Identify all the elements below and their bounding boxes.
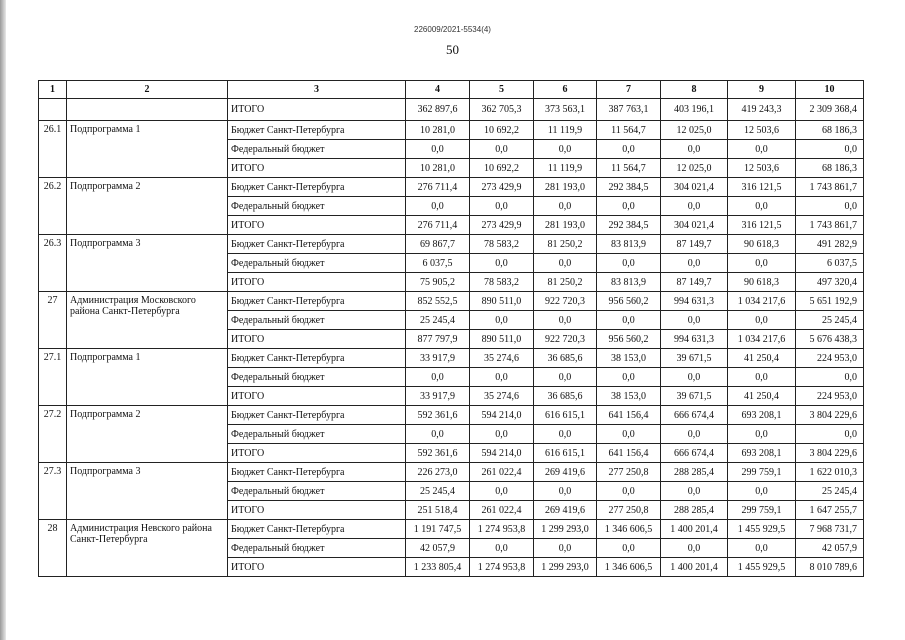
table-row [39, 520, 864, 539]
column-header: 3 [228, 81, 406, 99]
total-value: 491 282,9 [796, 235, 864, 254]
year-value: 0,0 [597, 425, 661, 444]
column-header: 10 [796, 81, 864, 99]
year-value: 0,0 [728, 197, 796, 216]
year-value: 666 674,4 [661, 444, 728, 463]
year-value: 11 119,9 [534, 159, 597, 178]
year-value: 87 149,7 [661, 235, 728, 254]
year-value: 0,0 [661, 425, 728, 444]
budget-table [38, 80, 864, 577]
total-value: 224 953,0 [796, 349, 864, 368]
year-value: 0,0 [728, 539, 796, 558]
year-value: 39 671,5 [661, 349, 728, 368]
funding-source: ИТОГО [228, 444, 406, 463]
funding-source: Бюджет Санкт-Петербурга [228, 520, 406, 539]
year-value: 304 021,4 [661, 178, 728, 197]
row-number: 26.2 [39, 178, 67, 235]
year-value: 0,0 [728, 368, 796, 387]
year-value: 0,0 [470, 197, 534, 216]
row-number: 27.3 [39, 463, 67, 520]
responsible-name: Подпрограмма 3 [67, 463, 228, 520]
row-number: 26.1 [39, 121, 67, 178]
total-value: 42 057,9 [796, 539, 864, 558]
year-value: 0,0 [534, 197, 597, 216]
column-header: 2 [67, 81, 228, 99]
year-value: 922 720,3 [534, 292, 597, 311]
funding-source: ИТОГО [228, 273, 406, 292]
year-value: 1 346 606,5 [597, 520, 661, 539]
total-value: 497 320,4 [796, 273, 864, 292]
column-header: 1 [39, 81, 67, 99]
table-row [39, 99, 864, 121]
total-value: 2 309 368,4 [796, 99, 864, 121]
year-value: 10 692,2 [470, 159, 534, 178]
year-value: 75 905,2 [406, 273, 470, 292]
total-value: 224 953,0 [796, 387, 864, 406]
year-value: 10 281,0 [406, 121, 470, 140]
year-value: 0,0 [470, 482, 534, 501]
year-value: 87 149,7 [661, 273, 728, 292]
funding-source: Федеральный бюджет [228, 368, 406, 387]
year-value: 0,0 [728, 254, 796, 273]
year-value: 0,0 [470, 140, 534, 159]
year-value: 0,0 [597, 254, 661, 273]
year-value: 0,0 [728, 425, 796, 444]
responsible-name [67, 99, 228, 121]
year-value: 419 243,3 [728, 99, 796, 121]
header-row [39, 81, 864, 99]
year-value: 281 193,0 [534, 178, 597, 197]
column-header: 8 [661, 81, 728, 99]
total-value: 1 743 861,7 [796, 216, 864, 235]
year-value: 261 022,4 [470, 501, 534, 520]
year-value: 1 191 747,5 [406, 520, 470, 539]
responsible-name: Подпрограмма 3 [67, 235, 228, 292]
year-value: 0,0 [534, 311, 597, 330]
year-value: 0,0 [597, 140, 661, 159]
year-value: 362 705,3 [470, 99, 534, 121]
funding-source: Федеральный бюджет [228, 254, 406, 273]
year-value: 0,0 [597, 482, 661, 501]
year-value: 316 121,5 [728, 216, 796, 235]
total-value: 1 743 861,7 [796, 178, 864, 197]
year-value: 10 692,2 [470, 121, 534, 140]
year-value: 90 618,3 [728, 273, 796, 292]
year-value: 41 250,4 [728, 349, 796, 368]
year-value: 0,0 [470, 539, 534, 558]
year-value: 0,0 [597, 197, 661, 216]
year-value: 36 685,6 [534, 387, 597, 406]
column-header: 9 [728, 81, 796, 99]
table-row [39, 463, 864, 482]
row-number [39, 99, 67, 121]
year-value: 38 153,0 [597, 349, 661, 368]
funding-source: Федеральный бюджет [228, 140, 406, 159]
funding-source: ИТОГО [228, 99, 406, 121]
year-value: 292 384,5 [597, 216, 661, 235]
year-value: 12 025,0 [661, 159, 728, 178]
funding-source: ИТОГО [228, 159, 406, 178]
column-header: 6 [534, 81, 597, 99]
funding-source: ИТОГО [228, 330, 406, 349]
year-value: 281 193,0 [534, 216, 597, 235]
year-value: 33 917,9 [406, 387, 470, 406]
funding-source: Бюджет Санкт-Петербурга [228, 406, 406, 425]
responsible-name: Подпрограмма 1 [67, 121, 228, 178]
row-number: 27.2 [39, 406, 67, 463]
year-value: 0,0 [661, 482, 728, 501]
year-value: 1 233 805,4 [406, 558, 470, 577]
year-value: 922 720,3 [534, 330, 597, 349]
year-value: 594 214,0 [470, 444, 534, 463]
funding-source: Федеральный бюджет [228, 539, 406, 558]
total-value: 25 245,4 [796, 482, 864, 501]
year-value: 81 250,2 [534, 235, 597, 254]
year-value: 288 285,4 [661, 463, 728, 482]
total-value: 3 804 229,6 [796, 444, 864, 463]
row-number: 27.1 [39, 349, 67, 406]
year-value: 0,0 [597, 311, 661, 330]
funding-source: Федеральный бюджет [228, 425, 406, 444]
year-value: 0,0 [534, 482, 597, 501]
total-value: 5 676 438,3 [796, 330, 864, 349]
year-value: 0,0 [728, 311, 796, 330]
year-value: 1 299 293,0 [534, 520, 597, 539]
total-value: 0,0 [796, 425, 864, 444]
funding-source: Бюджет Санкт-Петербурга [228, 178, 406, 197]
year-value: 83 813,9 [597, 273, 661, 292]
year-value: 956 560,2 [597, 292, 661, 311]
total-value: 1 647 255,7 [796, 501, 864, 520]
year-value: 362 897,6 [406, 99, 470, 121]
year-value: 269 419,6 [534, 501, 597, 520]
year-value: 1 400 201,4 [661, 520, 728, 539]
year-value: 226 273,0 [406, 463, 470, 482]
year-value: 38 153,0 [597, 387, 661, 406]
column-header: 7 [597, 81, 661, 99]
total-value: 6 037,5 [796, 254, 864, 273]
year-value: 251 518,4 [406, 501, 470, 520]
year-value: 1 455 929,5 [728, 520, 796, 539]
year-value: 0,0 [661, 254, 728, 273]
year-value: 693 208,1 [728, 444, 796, 463]
year-value: 11 564,7 [597, 159, 661, 178]
year-value: 641 156,4 [597, 444, 661, 463]
table-row [39, 121, 864, 140]
year-value: 0,0 [597, 368, 661, 387]
year-value: 0,0 [661, 311, 728, 330]
year-value: 994 631,3 [661, 330, 728, 349]
year-value: 994 631,3 [661, 292, 728, 311]
table-row [39, 349, 864, 368]
year-value: 0,0 [534, 425, 597, 444]
year-value: 12 025,0 [661, 121, 728, 140]
year-value: 292 384,5 [597, 178, 661, 197]
year-value: 39 671,5 [661, 387, 728, 406]
year-value: 0,0 [406, 368, 470, 387]
year-value: 1 274 953,8 [470, 520, 534, 539]
year-value: 35 274,6 [470, 387, 534, 406]
year-value: 0,0 [470, 425, 534, 444]
year-value: 0,0 [661, 197, 728, 216]
year-value: 276 711,4 [406, 178, 470, 197]
funding-source: Бюджет Санкт-Петербурга [228, 235, 406, 254]
year-value: 81 250,2 [534, 273, 597, 292]
funding-source: ИТОГО [228, 216, 406, 235]
year-value: 693 208,1 [728, 406, 796, 425]
responsible-name: Администрация Московского района Санкт-Петербурга [67, 292, 228, 349]
year-value: 42 057,9 [406, 539, 470, 558]
responsible-name: Администрация Невского района Санкт-Петербурга [67, 520, 228, 577]
year-value: 594 214,0 [470, 406, 534, 425]
year-value: 956 560,2 [597, 330, 661, 349]
year-value: 11 564,7 [597, 121, 661, 140]
total-value: 68 186,3 [796, 121, 864, 140]
year-value: 6 037,5 [406, 254, 470, 273]
year-value: 387 763,1 [597, 99, 661, 121]
year-value: 852 552,5 [406, 292, 470, 311]
total-value: 0,0 [796, 368, 864, 387]
year-value: 0,0 [661, 140, 728, 159]
year-value: 90 618,3 [728, 235, 796, 254]
scan-edge-shadow [0, 0, 6, 640]
funding-source: Федеральный бюджет [228, 311, 406, 330]
total-value: 25 245,4 [796, 311, 864, 330]
year-value: 0,0 [534, 254, 597, 273]
year-value: 12 503,6 [728, 121, 796, 140]
year-value: 83 813,9 [597, 235, 661, 254]
funding-source: Бюджет Санкт-Петербурга [228, 292, 406, 311]
year-value: 288 285,4 [661, 501, 728, 520]
column-header: 4 [406, 81, 470, 99]
year-value: 666 674,4 [661, 406, 728, 425]
year-value: 33 917,9 [406, 349, 470, 368]
page-number: 50 [446, 42, 459, 57]
funding-source: Бюджет Санкт-Петербурга [228, 463, 406, 482]
year-value: 299 759,1 [728, 501, 796, 520]
total-value: 0,0 [796, 140, 864, 159]
funding-source: Федеральный бюджет [228, 197, 406, 216]
year-value: 0,0 [534, 368, 597, 387]
funding-source: ИТОГО [228, 558, 406, 577]
column-header: 5 [470, 81, 534, 99]
year-value: 0,0 [470, 254, 534, 273]
year-value: 78 583,2 [470, 273, 534, 292]
year-value: 78 583,2 [470, 235, 534, 254]
year-value: 403 196,1 [661, 99, 728, 121]
year-value: 592 361,6 [406, 406, 470, 425]
year-value: 0,0 [534, 140, 597, 159]
funding-source: Федеральный бюджет [228, 482, 406, 501]
year-value: 69 867,7 [406, 235, 470, 254]
year-value: 373 563,1 [534, 99, 597, 121]
year-value: 877 797,9 [406, 330, 470, 349]
row-number: 28 [39, 520, 67, 577]
year-value: 0,0 [470, 368, 534, 387]
year-value: 0,0 [728, 482, 796, 501]
year-value: 277 250,8 [597, 463, 661, 482]
responsible-name: Подпрограмма 1 [67, 349, 228, 406]
year-value: 41 250,4 [728, 387, 796, 406]
year-value: 1 034 217,6 [728, 292, 796, 311]
funding-source: Бюджет Санкт-Петербурга [228, 121, 406, 140]
year-value: 0,0 [534, 539, 597, 558]
year-value: 261 022,4 [470, 463, 534, 482]
responsible-name: Подпрограмма 2 [67, 406, 228, 463]
total-value: 68 186,3 [796, 159, 864, 178]
total-value: 3 804 229,6 [796, 406, 864, 425]
year-value: 890 511,0 [470, 330, 534, 349]
year-value: 1 455 929,5 [728, 558, 796, 577]
year-value: 1 034 217,6 [728, 330, 796, 349]
year-value: 592 361,6 [406, 444, 470, 463]
year-value: 25 245,4 [406, 482, 470, 501]
year-value: 299 759,1 [728, 463, 796, 482]
year-value: 35 274,6 [470, 349, 534, 368]
responsible-name: Подпрограмма 2 [67, 178, 228, 235]
table-row [39, 235, 864, 254]
total-value: 1 622 010,3 [796, 463, 864, 482]
table-body [39, 81, 864, 577]
year-value: 1 400 201,4 [661, 558, 728, 577]
year-value: 0,0 [406, 197, 470, 216]
document-code: 226009/2021-5534(4) [414, 25, 491, 34]
year-value: 316 121,5 [728, 178, 796, 197]
year-value: 1 346 606,5 [597, 558, 661, 577]
year-value: 0,0 [406, 425, 470, 444]
year-value: 1 299 293,0 [534, 558, 597, 577]
year-value: 36 685,6 [534, 349, 597, 368]
year-value: 1 274 953,8 [470, 558, 534, 577]
year-value: 616 615,1 [534, 444, 597, 463]
funding-source: Бюджет Санкт-Петербурга [228, 349, 406, 368]
table-row [39, 178, 864, 197]
total-value: 5 651 192,9 [796, 292, 864, 311]
year-value: 10 281,0 [406, 159, 470, 178]
year-value: 273 429,9 [470, 178, 534, 197]
year-value: 0,0 [661, 368, 728, 387]
year-value: 25 245,4 [406, 311, 470, 330]
year-value: 641 156,4 [597, 406, 661, 425]
total-value: 7 968 731,7 [796, 520, 864, 539]
year-value: 890 511,0 [470, 292, 534, 311]
funding-source: ИТОГО [228, 501, 406, 520]
year-value: 269 419,6 [534, 463, 597, 482]
year-value: 304 021,4 [661, 216, 728, 235]
year-value: 277 250,8 [597, 501, 661, 520]
total-value: 0,0 [796, 197, 864, 216]
year-value: 11 119,9 [534, 121, 597, 140]
year-value: 0,0 [470, 311, 534, 330]
year-value: 0,0 [406, 140, 470, 159]
table-row [39, 292, 864, 311]
year-value: 276 711,4 [406, 216, 470, 235]
year-value: 616 615,1 [534, 406, 597, 425]
row-number: 26.3 [39, 235, 67, 292]
year-value: 0,0 [728, 140, 796, 159]
total-value: 8 010 789,6 [796, 558, 864, 577]
year-value: 273 429,9 [470, 216, 534, 235]
table-row [39, 406, 864, 425]
row-number: 27 [39, 292, 67, 349]
funding-source: ИТОГО [228, 387, 406, 406]
year-value: 0,0 [661, 539, 728, 558]
year-value: 0,0 [597, 539, 661, 558]
year-value: 12 503,6 [728, 159, 796, 178]
